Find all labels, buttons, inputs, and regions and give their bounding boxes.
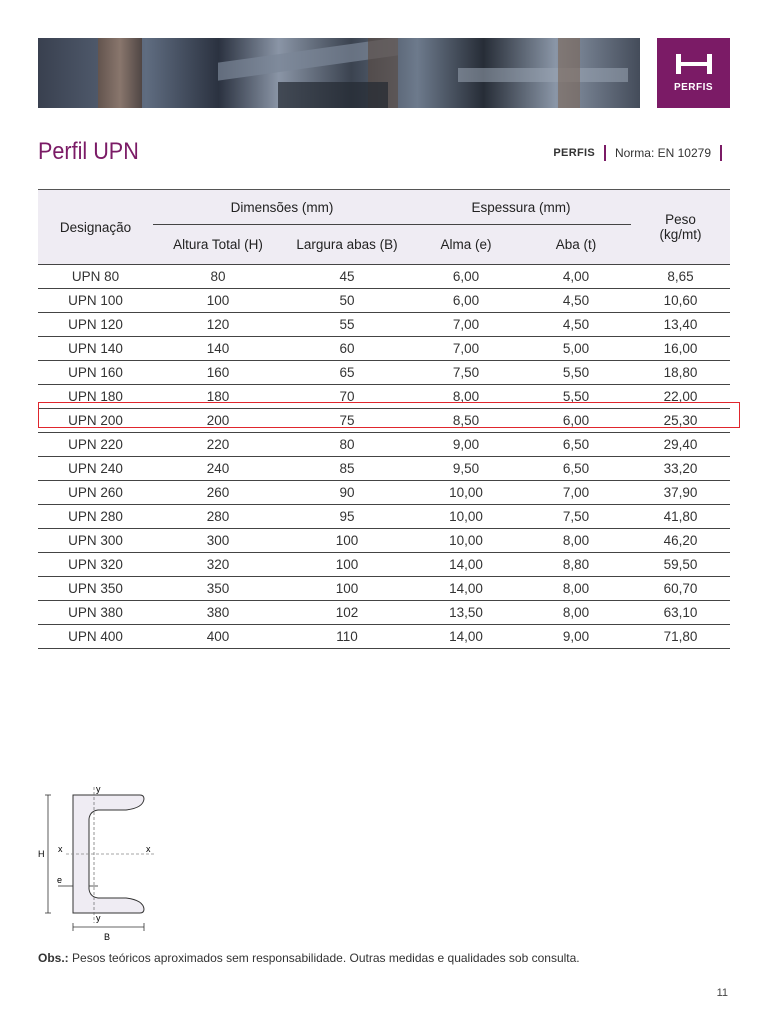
table-cell: 22,00 bbox=[631, 385, 730, 409]
table-cell: UPN 320 bbox=[38, 553, 153, 577]
table-cell: UPN 100 bbox=[38, 289, 153, 313]
header-espessura: Espessura (mm) bbox=[411, 190, 631, 225]
table-cell: 120 bbox=[153, 313, 283, 337]
table-cell: 59,50 bbox=[631, 553, 730, 577]
norm-header bbox=[553, 145, 731, 161]
divider bbox=[604, 145, 606, 161]
table-cell: 100 bbox=[283, 529, 411, 553]
table-cell: 41,80 bbox=[631, 505, 730, 529]
table-cell: 14,00 bbox=[411, 577, 521, 601]
diagram-label-x-right: x bbox=[146, 844, 151, 854]
table-cell: 50 bbox=[283, 289, 411, 313]
table-cell: 18,80 bbox=[631, 361, 730, 385]
table-cell: 6,00 bbox=[411, 289, 521, 313]
table-cell: 10,00 bbox=[411, 505, 521, 529]
table-cell: 60 bbox=[283, 337, 411, 361]
table-cell: 8,80 bbox=[521, 553, 631, 577]
header-alma: Alma (e) bbox=[411, 225, 521, 265]
table-cell: UPN 300 bbox=[38, 529, 153, 553]
table-cell: UPN 280 bbox=[38, 505, 153, 529]
table-cell: 6,00 bbox=[411, 265, 521, 289]
table-cell: 280 bbox=[153, 505, 283, 529]
table-row bbox=[38, 505, 730, 529]
table-cell: 220 bbox=[153, 433, 283, 457]
logo-text: PERFIS bbox=[673, 82, 714, 93]
table-cell: UPN 80 bbox=[38, 265, 153, 289]
table-cell: UPN 140 bbox=[38, 337, 153, 361]
table-row bbox=[38, 385, 730, 409]
table-row bbox=[38, 337, 730, 361]
table-cell: 350 bbox=[153, 577, 283, 601]
table-cell: 25,30 bbox=[631, 409, 730, 433]
diagram-label-y-bottom: y bbox=[96, 913, 101, 923]
diagram-label-b: B bbox=[104, 932, 111, 942]
table-row bbox=[38, 361, 730, 385]
brand-logo bbox=[657, 38, 730, 108]
table-cell: 9,50 bbox=[411, 457, 521, 481]
table-cell: 102 bbox=[283, 601, 411, 625]
table-cell: 13,40 bbox=[631, 313, 730, 337]
diagram-label-x-left: x bbox=[58, 844, 63, 854]
table-row bbox=[38, 265, 730, 289]
table-cell: 9,00 bbox=[521, 625, 631, 649]
header-dimensoes: Dimensões (mm) bbox=[153, 190, 411, 225]
h-beam-icon bbox=[674, 52, 714, 76]
footnote-text: Pesos teóricos aproximados sem responsabilidade. Outras medidas e qualidades sob consulta. bbox=[72, 951, 580, 965]
table-cell: UPN 380 bbox=[38, 601, 153, 625]
table-cell: 75 bbox=[283, 409, 411, 433]
table-cell: UPN 180 bbox=[38, 385, 153, 409]
table-cell: 65 bbox=[283, 361, 411, 385]
table-cell: 46,20 bbox=[631, 529, 730, 553]
table-cell: 7,00 bbox=[521, 481, 631, 505]
header-peso-line2: (kg/mt) bbox=[659, 227, 702, 242]
header-peso bbox=[631, 190, 730, 265]
table-row bbox=[38, 601, 730, 625]
table-row bbox=[38, 553, 730, 577]
table-cell: 140 bbox=[153, 337, 283, 361]
footnote-label: Obs.: bbox=[38, 951, 69, 965]
table-cell: 8,65 bbox=[631, 265, 730, 289]
table-cell: 260 bbox=[153, 481, 283, 505]
table-cell: 29,40 bbox=[631, 433, 730, 457]
table-cell: 90 bbox=[283, 481, 411, 505]
table-cell: 8,00 bbox=[521, 529, 631, 553]
table-cell: 37,90 bbox=[631, 481, 730, 505]
table-row bbox=[38, 457, 730, 481]
table-cell: 80 bbox=[283, 433, 411, 457]
table-cell: 7,00 bbox=[411, 337, 521, 361]
divider bbox=[720, 145, 722, 161]
table-cell: 4,50 bbox=[521, 313, 631, 337]
header-altura: Altura Total (H) bbox=[153, 225, 283, 265]
table-cell: 4,00 bbox=[521, 265, 631, 289]
table-cell: UPN 240 bbox=[38, 457, 153, 481]
table-cell: 5,50 bbox=[521, 361, 631, 385]
table-cell: 100 bbox=[283, 577, 411, 601]
table-cell: 7,50 bbox=[411, 361, 521, 385]
table-cell: 14,00 bbox=[411, 553, 521, 577]
table-cell: 8,00 bbox=[411, 385, 521, 409]
table-cell: 63,10 bbox=[631, 601, 730, 625]
table-cell: 55 bbox=[283, 313, 411, 337]
upn-section-diagram bbox=[36, 783, 166, 943]
table-cell: 14,00 bbox=[411, 625, 521, 649]
table-cell: UPN 350 bbox=[38, 577, 153, 601]
table-cell: UPN 400 bbox=[38, 625, 153, 649]
page-number: 11 bbox=[716, 987, 728, 999]
table-cell: 10,00 bbox=[411, 529, 521, 553]
table-cell: 6,00 bbox=[521, 409, 631, 433]
table-cell: 160 bbox=[153, 361, 283, 385]
table-row bbox=[38, 625, 730, 649]
table-cell: 320 bbox=[153, 553, 283, 577]
table-row bbox=[38, 481, 730, 505]
header-aba: Aba (t) bbox=[521, 225, 631, 265]
table-cell: 5,50 bbox=[521, 385, 631, 409]
table-cell: 400 bbox=[153, 625, 283, 649]
table-cell: 10,60 bbox=[631, 289, 730, 313]
table-cell: 6,50 bbox=[521, 433, 631, 457]
table-cell: 7,50 bbox=[521, 505, 631, 529]
table-row bbox=[38, 577, 730, 601]
table-cell: 240 bbox=[153, 457, 283, 481]
table-cell: 80 bbox=[153, 265, 283, 289]
brand-label: PERFIS bbox=[553, 147, 595, 159]
table-cell: 33,20 bbox=[631, 457, 730, 481]
table-cell: 60,70 bbox=[631, 577, 730, 601]
table-cell: 200 bbox=[153, 409, 283, 433]
table-cell: 7,00 bbox=[411, 313, 521, 337]
diagram-label-h: H bbox=[38, 849, 45, 859]
diagram-label-e: e bbox=[57, 875, 63, 885]
table-cell: 8,00 bbox=[521, 601, 631, 625]
upn-table bbox=[38, 189, 730, 649]
header-peso-line1: Peso bbox=[665, 212, 696, 227]
table-cell: 4,50 bbox=[521, 289, 631, 313]
diagram-label-y-top: y bbox=[96, 784, 101, 794]
footnote bbox=[38, 951, 580, 965]
table-cell: 10,00 bbox=[411, 481, 521, 505]
table-cell: 100 bbox=[283, 553, 411, 577]
table-cell: 180 bbox=[153, 385, 283, 409]
table-cell: 8,00 bbox=[521, 577, 631, 601]
table-row bbox=[38, 313, 730, 337]
table-cell: UPN 260 bbox=[38, 481, 153, 505]
table-cell: 70 bbox=[283, 385, 411, 409]
table-cell: UPN 220 bbox=[38, 433, 153, 457]
header-largura: Largura abas (B) bbox=[283, 225, 411, 265]
table-row bbox=[38, 433, 730, 457]
table-cell: 85 bbox=[283, 457, 411, 481]
table-cell: 6,50 bbox=[521, 457, 631, 481]
table-row bbox=[38, 529, 730, 553]
table-cell: 380 bbox=[153, 601, 283, 625]
table-cell: 16,00 bbox=[631, 337, 730, 361]
table-cell: 95 bbox=[283, 505, 411, 529]
table-cell: UPN 160 bbox=[38, 361, 153, 385]
table-cell: 9,00 bbox=[411, 433, 521, 457]
table-cell: UPN 120 bbox=[38, 313, 153, 337]
table-row bbox=[38, 409, 730, 433]
norm-label: Norma: EN 10279 bbox=[614, 146, 711, 160]
table-cell: 8,50 bbox=[411, 409, 521, 433]
header-banner-image bbox=[38, 38, 640, 108]
table-cell: 5,00 bbox=[521, 337, 631, 361]
table-cell: 45 bbox=[283, 265, 411, 289]
table-cell: 13,50 bbox=[411, 601, 521, 625]
table-row bbox=[38, 289, 730, 313]
table-cell: 71,80 bbox=[631, 625, 730, 649]
table-cell: UPN 200 bbox=[38, 409, 153, 433]
table-cell: 110 bbox=[283, 625, 411, 649]
table-cell: 300 bbox=[153, 529, 283, 553]
table-cell: 100 bbox=[153, 289, 283, 313]
table-body bbox=[38, 265, 730, 649]
page-title: Perfil UPN bbox=[38, 138, 139, 165]
header-designacao: Designação bbox=[38, 190, 153, 265]
